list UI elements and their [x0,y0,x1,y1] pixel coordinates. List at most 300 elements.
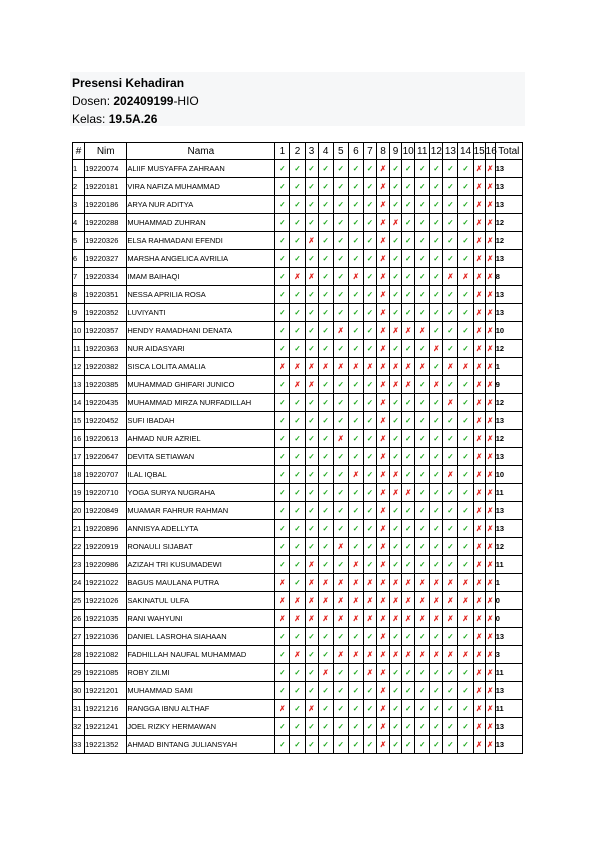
check-icon: ✓ [458,340,473,358]
student-name: ROBY ZILMI [127,664,275,682]
check-icon: ✓ [458,376,473,394]
check-icon: ✓ [290,484,305,502]
check-icon: ✓ [290,430,305,448]
attendance-total: 12 [495,394,522,412]
student-name: FADHILLAH NAUFAL MUHAMMAD [127,646,275,664]
check-icon: ✓ [305,466,318,484]
check-icon: ✓ [318,160,333,178]
check-icon: ✓ [363,286,376,304]
check-icon: ✓ [333,556,348,574]
check-icon: ✓ [390,700,402,718]
check-icon: ✓ [363,718,376,736]
check-icon: ✓ [415,394,430,412]
cross-icon: ✗ [485,322,495,340]
check-icon: ✓ [415,520,430,538]
check-icon: ✓ [458,718,473,736]
check-icon: ✓ [275,718,290,736]
check-icon: ✓ [318,520,333,538]
check-icon: ✓ [458,664,473,682]
check-icon: ✓ [275,250,290,268]
cross-icon: ✗ [430,610,443,628]
check-icon: ✓ [348,304,363,322]
cross-icon: ✗ [458,358,473,376]
column-header: 8 [376,143,389,160]
check-icon: ✓ [305,250,318,268]
check-icon: ✓ [415,178,430,196]
column-header: 3 [305,143,318,160]
check-icon: ✓ [305,628,318,646]
row-number: 10 [73,322,85,340]
cross-icon: ✗ [485,610,495,628]
cross-icon: ✗ [376,160,389,178]
check-icon: ✓ [318,538,333,556]
table-row [73,466,523,484]
student-nim: 19221022 [85,574,127,592]
check-icon: ✓ [305,304,318,322]
check-icon: ✓ [390,664,402,682]
cross-icon: ✗ [376,736,389,754]
check-icon: ✓ [402,232,415,250]
cross-icon: ✗ [363,358,376,376]
cross-icon: ✗ [348,466,363,484]
cross-icon: ✗ [485,574,495,592]
cross-icon: ✗ [458,268,473,286]
cross-icon: ✗ [275,358,290,376]
check-icon: ✓ [402,700,415,718]
cross-icon: ✗ [290,268,305,286]
attendance-total: 13 [495,304,522,322]
check-icon: ✓ [333,340,348,358]
student-name: DANIEL LASROHA SIAHAAN [127,628,275,646]
student-nim: 19220327 [85,250,127,268]
check-icon: ✓ [305,340,318,358]
check-icon: ✓ [458,394,473,412]
check-icon: ✓ [415,484,430,502]
report-title: Presensi Kehadiran [72,76,185,90]
attendance-total: 12 [495,340,522,358]
cross-icon: ✗ [473,538,485,556]
check-icon: ✓ [290,466,305,484]
check-icon: ✓ [458,628,473,646]
column-header: 1 [275,143,290,160]
attendance-total: 13 [495,736,522,754]
cross-icon: ✗ [376,178,389,196]
student-name: MUHAMMAD MIRZA NURFADILLAH [127,394,275,412]
column-header: 6 [348,143,363,160]
check-icon: ✓ [363,502,376,520]
check-icon: ✓ [363,430,376,448]
check-icon: ✓ [415,700,430,718]
check-icon: ✓ [390,160,402,178]
table-row [73,250,523,268]
check-icon: ✓ [348,502,363,520]
check-icon: ✓ [290,304,305,322]
check-icon: ✓ [348,394,363,412]
student-nim: 19221352 [85,736,127,754]
check-icon: ✓ [430,736,443,754]
dosen-line [72,92,525,110]
check-icon: ✓ [363,376,376,394]
cross-icon: ✗ [485,664,495,682]
table-row [73,232,523,250]
check-icon: ✓ [275,682,290,700]
check-icon: ✓ [348,322,363,340]
check-icon: ✓ [333,250,348,268]
check-icon: ✓ [318,700,333,718]
check-icon: ✓ [290,322,305,340]
check-icon: ✓ [275,502,290,520]
cross-icon: ✗ [473,430,485,448]
row-number: 29 [73,664,85,682]
cross-icon: ✗ [333,610,348,628]
table-row [73,160,523,178]
student-nim: 19220385 [85,376,127,394]
check-icon: ✓ [348,232,363,250]
student-name: LUVIYANTI [127,304,275,322]
check-icon: ✓ [458,304,473,322]
cross-icon: ✗ [275,700,290,718]
row-number: 33 [73,736,85,754]
check-icon: ✓ [290,556,305,574]
cross-icon: ✗ [348,268,363,286]
attendance-total: 11 [495,556,522,574]
row-number: 4 [73,214,85,232]
cross-icon: ✗ [376,718,389,736]
row-number: 18 [73,466,85,484]
cross-icon: ✗ [333,358,348,376]
cross-icon: ✗ [402,376,415,394]
student-nim: 19220352 [85,304,127,322]
cross-icon: ✗ [318,664,333,682]
check-icon: ✓ [443,736,458,754]
attendance-total: 13 [495,196,522,214]
check-icon: ✓ [275,628,290,646]
cross-icon: ✗ [443,592,458,610]
cross-icon: ✗ [333,574,348,592]
cross-icon: ✗ [458,646,473,664]
cross-icon: ✗ [318,358,333,376]
column-header: 7 [363,143,376,160]
check-icon: ✓ [458,538,473,556]
cross-icon: ✗ [305,268,318,286]
attendance-total: 3 [495,646,522,664]
column-header: 2 [290,143,305,160]
cross-icon: ✗ [376,232,389,250]
check-icon: ✓ [318,502,333,520]
cross-icon: ✗ [443,394,458,412]
student-nim: 19221216 [85,700,127,718]
check-icon: ✓ [402,502,415,520]
row-number: 13 [73,376,85,394]
student-nim: 19220288 [85,214,127,232]
attendance-total: 1 [495,574,522,592]
check-icon: ✓ [290,412,305,430]
check-icon: ✓ [348,718,363,736]
attendance-total: 11 [495,700,522,718]
check-icon: ✓ [290,178,305,196]
student-name: SISCA LOLITA AMALIA [127,358,275,376]
check-icon: ✓ [333,304,348,322]
attendance-total: 11 [495,484,522,502]
table-row [73,412,523,430]
check-icon: ✓ [318,286,333,304]
check-icon: ✓ [305,430,318,448]
check-icon: ✓ [275,214,290,232]
table-row [73,520,523,538]
student-name: NESSA APRILIA ROSA [127,286,275,304]
check-icon: ✓ [318,250,333,268]
cross-icon: ✗ [390,214,402,232]
attendance-total: 13 [495,160,522,178]
check-icon: ✓ [458,448,473,466]
check-icon: ✓ [275,448,290,466]
student-nim: 19220435 [85,394,127,412]
cross-icon: ✗ [485,466,495,484]
cross-icon: ✗ [485,556,495,574]
cross-icon: ✗ [473,520,485,538]
student-name: ALIIF MUSYAFFA ZAHRAAN [127,160,275,178]
check-icon: ✓ [430,160,443,178]
check-icon: ✓ [415,430,430,448]
check-icon: ✓ [348,628,363,646]
check-icon: ✓ [275,286,290,304]
cross-icon: ✗ [485,736,495,754]
check-icon: ✓ [275,484,290,502]
check-icon: ✓ [415,340,430,358]
cross-icon: ✗ [390,646,402,664]
check-icon: ✓ [430,214,443,232]
check-icon: ✓ [348,448,363,466]
row-number: 17 [73,448,85,466]
check-icon: ✓ [275,196,290,214]
check-icon: ✓ [305,682,318,700]
row-number: 5 [73,232,85,250]
kelas-line [72,110,525,128]
check-icon: ✓ [443,214,458,232]
cross-icon: ✗ [485,250,495,268]
cross-icon: ✗ [376,466,389,484]
cross-icon: ✗ [290,610,305,628]
check-icon: ✓ [430,430,443,448]
cross-icon: ✗ [430,340,443,358]
row-number: 21 [73,520,85,538]
check-icon: ✓ [458,196,473,214]
cross-icon: ✗ [473,214,485,232]
cross-icon: ✗ [485,232,495,250]
check-icon: ✓ [430,322,443,340]
check-icon: ✓ [333,448,348,466]
check-icon: ✓ [363,700,376,718]
check-icon: ✓ [275,538,290,556]
check-icon: ✓ [275,412,290,430]
table-row [73,502,523,520]
check-icon: ✓ [443,232,458,250]
check-icon: ✓ [443,250,458,268]
check-icon: ✓ [290,628,305,646]
cross-icon: ✗ [430,376,443,394]
check-icon: ✓ [443,448,458,466]
table-row [73,340,523,358]
student-name: AHMAD BINTANG JULIANSYAH [127,736,275,754]
check-icon: ✓ [458,214,473,232]
cross-icon: ✗ [473,502,485,520]
check-icon: ✓ [290,520,305,538]
row-number: 2 [73,178,85,196]
check-icon: ✓ [333,484,348,502]
student-name: MUHAMMAD ZUHRAN [127,214,275,232]
student-name: MUHAMMAD GHIFARI JUNICO [127,376,275,394]
cross-icon: ✗ [290,358,305,376]
check-icon: ✓ [348,664,363,682]
check-icon: ✓ [402,340,415,358]
cross-icon: ✗ [402,322,415,340]
check-icon: ✓ [318,430,333,448]
check-icon: ✓ [305,196,318,214]
check-icon: ✓ [305,646,318,664]
check-icon: ✓ [290,502,305,520]
table-row [73,394,523,412]
cross-icon: ✗ [376,394,389,412]
check-icon: ✓ [390,178,402,196]
cross-icon: ✗ [415,592,430,610]
check-icon: ✓ [305,718,318,736]
cross-icon: ✗ [333,322,348,340]
cross-icon: ✗ [376,556,389,574]
check-icon: ✓ [430,664,443,682]
cross-icon: ✗ [443,358,458,376]
check-icon: ✓ [318,466,333,484]
cross-icon: ✗ [473,196,485,214]
check-icon: ✓ [390,250,402,268]
check-icon: ✓ [402,448,415,466]
student-nim: 19221035 [85,610,127,628]
check-icon: ✓ [443,628,458,646]
check-icon: ✓ [318,178,333,196]
cross-icon: ✗ [376,214,389,232]
attendance-table [72,142,523,754]
check-icon: ✓ [275,430,290,448]
cross-icon: ✗ [415,610,430,628]
check-icon: ✓ [430,358,443,376]
table-row [73,286,523,304]
check-icon: ✓ [390,430,402,448]
attendance-total: 12 [495,232,522,250]
check-icon: ✓ [458,160,473,178]
check-icon: ✓ [390,196,402,214]
check-icon: ✓ [430,232,443,250]
student-name: NUR AIDASYARI [127,340,275,358]
cross-icon: ✗ [473,574,485,592]
check-icon: ✓ [305,538,318,556]
check-icon: ✓ [443,502,458,520]
cross-icon: ✗ [305,700,318,718]
cross-icon: ✗ [473,466,485,484]
check-icon: ✓ [430,448,443,466]
cross-icon: ✗ [485,304,495,322]
check-icon: ✓ [390,412,402,430]
student-name: ILAL IQBAL [127,466,275,484]
check-icon: ✓ [348,538,363,556]
check-icon: ✓ [390,502,402,520]
check-icon: ✓ [348,340,363,358]
table-row [73,700,523,718]
check-icon: ✓ [443,538,458,556]
check-icon: ✓ [458,736,473,754]
row-number: 32 [73,718,85,736]
cross-icon: ✗ [275,610,290,628]
check-icon: ✓ [305,520,318,538]
column-header: 13 [443,143,458,160]
check-icon: ✓ [333,700,348,718]
check-icon: ✓ [363,196,376,214]
cross-icon: ✗ [485,484,495,502]
check-icon: ✓ [333,376,348,394]
check-icon: ✓ [443,700,458,718]
check-icon: ✓ [390,682,402,700]
cross-icon: ✗ [485,340,495,358]
student-nim: 19220613 [85,430,127,448]
student-nim: 19221085 [85,664,127,682]
check-icon: ✓ [363,232,376,250]
check-icon: ✓ [290,196,305,214]
cross-icon: ✗ [473,682,485,700]
report-header [70,72,525,126]
check-icon: ✓ [290,232,305,250]
check-icon: ✓ [290,736,305,754]
cross-icon: ✗ [473,484,485,502]
row-number: 6 [73,250,85,268]
check-icon: ✓ [415,232,430,250]
check-icon: ✓ [318,394,333,412]
check-icon: ✓ [415,448,430,466]
check-icon: ✓ [415,538,430,556]
cross-icon: ✗ [485,520,495,538]
cross-icon: ✗ [485,700,495,718]
cross-icon: ✗ [376,430,389,448]
check-icon: ✓ [390,394,402,412]
cross-icon: ✗ [376,250,389,268]
cross-icon: ✗ [363,664,376,682]
check-icon: ✓ [363,466,376,484]
check-icon: ✓ [333,178,348,196]
cross-icon: ✗ [390,484,402,502]
check-icon: ✓ [415,304,430,322]
check-icon: ✓ [430,520,443,538]
check-icon: ✓ [458,232,473,250]
check-icon: ✓ [305,178,318,196]
cross-icon: ✗ [485,286,495,304]
cross-icon: ✗ [473,394,485,412]
row-number: 1 [73,160,85,178]
cross-icon: ✗ [485,592,495,610]
column-header: Nim [85,143,127,160]
cross-icon: ✗ [390,358,402,376]
check-icon: ✓ [430,304,443,322]
row-number: 9 [73,304,85,322]
kelas-label: Kelas: [72,112,109,126]
student-name: AZIZAH TRI KUSUMADEWI [127,556,275,574]
column-header: 5 [333,143,348,160]
attendance-total: 12 [495,538,522,556]
cross-icon: ✗ [290,592,305,610]
student-name: AHMAD NUR AZRIEL [127,430,275,448]
cross-icon: ✗ [415,646,430,664]
check-icon: ✓ [458,700,473,718]
check-icon: ✓ [402,394,415,412]
check-icon: ✓ [275,466,290,484]
check-icon: ✓ [348,250,363,268]
cross-icon: ✗ [333,538,348,556]
